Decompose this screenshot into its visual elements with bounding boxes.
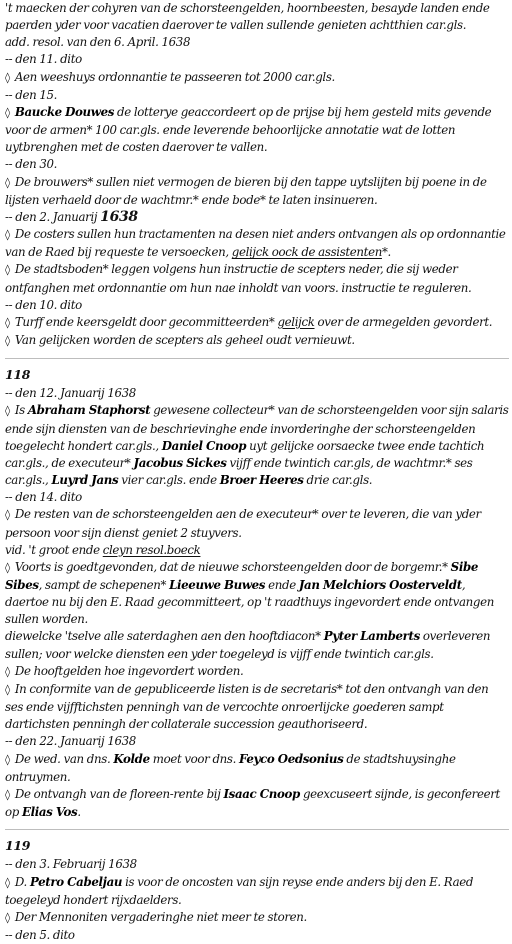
date-line — [5, 489, 509, 506]
diamond-marker-icon: ◊ — [5, 753, 10, 766]
entry-text: -- den 10. dito — [5, 297, 82, 312]
entry-text: vid. 't groot ende cleyn resol.boeck — [5, 542, 201, 557]
diamond-marker-icon: ◊ — [5, 264, 10, 277]
entry-text: -- den 12. Januarij 1638 — [5, 386, 136, 401]
person-name: Elias Vos — [21, 805, 78, 820]
resolution-entry — [5, 506, 509, 541]
entry-text: -- den 3. Februarij 1638 — [5, 857, 137, 872]
entry-text: De resten van de schorsteengelden aen de executeur* over te leveren, die van yder persoon voor sijn dienst geniet 2 stuyvers. — [5, 507, 481, 540]
underlined-phrase: gelijck oock de assistenten — [231, 245, 382, 260]
entry-text: De ontvangh van de floreen-rente bij Isaac Cnoop geexcuseert sijnde, is geconfereert op Elias Vos. — [5, 786, 500, 820]
person-name: Jan Melchiors Oosterveldt — [298, 578, 462, 592]
resolution-entry — [5, 314, 509, 332]
entry-text: De stadtsboden* leggen volgens hun instructie de scepters neder, die sij weder ontfanghen met ordonnantie om hun nae inholdt van voors. instructie te reguleren. — [5, 262, 472, 295]
person-name: Abraham Staphorst — [27, 403, 151, 418]
page-number: 118 — [5, 367, 31, 383]
person-name: Kolde — [113, 751, 150, 766]
entry-text: -- den 30. — [5, 157, 58, 172]
date-line — [5, 209, 509, 226]
text-line — [5, 628, 509, 662]
diamond-marker-icon: ◊ — [5, 561, 10, 574]
person-name: Isaac Cnoop — [223, 786, 300, 801]
resolution-entry — [5, 909, 509, 927]
entry-text: diewelcke 'tselve alle saterdaghen aen den hooftdiacon* Pyter Lamberts overleveren sullen; voor welcke diensten een yder toegeleyd is vijff ende twintich car.gls. — [5, 629, 491, 661]
person-name: Petro Cabeljau — [29, 874, 123, 889]
diamond-marker-icon: ◊ — [5, 876, 10, 889]
person-name: Lieeuwe Buwes — [169, 578, 266, 592]
diamond-marker-icon: ◊ — [5, 176, 10, 189]
resolution-entry — [5, 226, 509, 261]
diamond-marker-icon: ◊ — [5, 334, 10, 347]
person-name: Jacobus Sickes — [133, 455, 227, 470]
resolution-entry — [5, 332, 509, 350]
resolution-entry — [5, 751, 509, 786]
entry-text: De hooftgelden hoe ingevordert worden. — [14, 663, 244, 678]
diamond-marker-icon: ◊ — [5, 106, 10, 119]
diamond-marker-icon: ◊ — [5, 911, 10, 924]
entry-text: Voorts is goedtgevonden, dat de nieuwe schorsteengelden door de borgemr.* Sibe Sibes, sampt de schepenen* Lieeuwe Buwes ende Jan Melchiors Oosterveldt, daertoe nu bij den E. Raad gecommitteert, op 't raadthuys ingevordert ende ontvangen sullen worden. — [5, 559, 494, 627]
entry-text: Turff ende keersgeldt door gecommitteerden* gelijck over de armegelden gevordert. — [14, 314, 493, 329]
diamond-marker-icon: ◊ — [5, 405, 10, 418]
date-line — [5, 297, 509, 314]
entry-text: De wed. van dns. Kolde moet voor dns. Feyco Oedsonius de stadtshuysinghe ontruymen. — [5, 751, 456, 784]
diamond-marker-icon: ◊ — [5, 71, 10, 84]
person-name: Baucke Douwes — [14, 104, 115, 119]
entry-text: add. resol. van den 6. April. 1638 — [5, 35, 191, 50]
entry-text: -- den 22. Januarij 1638 — [5, 734, 136, 749]
date-line — [5, 51, 509, 68]
entry-text: De brouwers* sullen niet vermogen de bieren bij den tappe uytslijten bij poene in de lijsten verhaeld door de wachtmr.* ende bode* te laten insinueren. — [5, 174, 487, 207]
diamond-marker-icon: ◊ — [5, 788, 10, 801]
resolution-entry — [5, 681, 509, 733]
page-divider — [5, 358, 509, 359]
date-line — [5, 927, 509, 944]
entry-text: In conformite van de gepubliceerde listen is de secretaris* tot den ontvangh van den ses ende vijfftichsten penningh van de vercochte onroerlijcke goederen sampt dartichsten penningh der collaterale succession geauthoriseerd. — [5, 681, 489, 732]
document-page — [5, 0, 509, 944]
entry-text: Der Mennoniten vergaderinghe niet meer te storen. — [14, 909, 307, 924]
resolution-entry — [5, 402, 509, 489]
date-line — [5, 385, 509, 402]
person-name: Daniel Cnoop — [161, 438, 247, 453]
diamond-marker-icon: ◊ — [5, 665, 10, 678]
date-line — [5, 733, 509, 750]
resolution-entry — [5, 69, 509, 87]
entry-text: D. Petro Cabeljau is voor de oncosten van sijn reyse ende anders bij den E. Raed toegeleyd hondert rijxdaelders. — [5, 874, 474, 907]
diamond-marker-icon: ◊ — [5, 229, 10, 242]
underlined-phrase: gelijck — [277, 314, 315, 329]
text-line — [5, 34, 509, 51]
diamond-marker-icon: ◊ — [5, 509, 10, 522]
resolution-entry — [5, 663, 509, 681]
resolution-entry — [5, 559, 509, 629]
entry-text: Baucke Douwes de lotterye geaccordeert op de prijse bij hem gesteld mits gevende voor de armen* 100 car.gls. ende leverende behoorlijcke annotatie wat de lotten uytbrenghen met de costen daerover te vallen. — [5, 104, 492, 155]
text-line — [5, 0, 509, 34]
date-line — [5, 856, 509, 873]
resolution-entry — [5, 786, 509, 821]
entry-text: -- den 11. dito — [5, 52, 82, 67]
diamond-marker-icon: ◊ — [5, 316, 10, 329]
person-name: Sibe Sibes — [5, 559, 479, 592]
date-line — [5, 87, 509, 104]
person-name: Broer Heeres — [219, 473, 304, 488]
entry-text: 't maecken der cohyren van de schorsteengelden, hoornbeesten, besayde landen ende paerden yder voor vacatien daerover te vallen sullende genieten achtthien car.gls. — [5, 1, 490, 33]
entry-text: -- den 2. Januarij 1638 — [5, 208, 138, 225]
entry-text: Aen weeshuys ordonnantie te passeeren tot 2000 car.gls. — [14, 69, 335, 84]
resolution-entry — [5, 261, 509, 296]
underlined-phrase: cleyn resol.boeck — [102, 542, 201, 557]
date-line — [5, 156, 509, 173]
text-line — [5, 542, 509, 559]
entry-text: -- den 15. — [5, 87, 58, 102]
entry-text: -- den 14. dito — [5, 490, 82, 505]
diamond-marker-icon: ◊ — [5, 683, 10, 696]
entry-text: Van gelijcken worden de scepters als geheel oudt vernieuwt. — [14, 332, 355, 347]
person-name: Luyrd Jans — [51, 473, 119, 488]
emphasized-year: 1638 — [100, 208, 138, 225]
resolution-entry — [5, 104, 509, 156]
resolution-entry — [5, 174, 509, 209]
page-divider — [5, 829, 509, 830]
entry-text: Is Abraham Staphorst gewesene collecteur* van de schorsteengelden voor sijn salaris ende sijn diensten van de beschrievinghe ende invorderinghe der schorsteengelden toegelecht hondert car.gls., Daniel Cnoop uyt gelijcke oorsaecke twee ende tachtich car.gls., de executeur* Jacobus Sickes vijff ende twintich car.gls, de wachtmr.* ses car.gls., Luyrd Jans vier car.gls. ende Broer Heeres drie car.gls. — [5, 403, 509, 488]
entry-text: De costers sullen hun tractamenten na desen niet anders ontvangen als op ordonnantie van de Raed bij requeste te versoecken, gelijck oock de assistenten*. — [5, 227, 506, 260]
person-name: Pyter Lamberts — [323, 629, 420, 644]
person-name: Feyco Oedsonius — [239, 751, 344, 766]
entry-text: -- den 5. dito — [5, 927, 75, 942]
page-number: 119 — [5, 838, 31, 854]
